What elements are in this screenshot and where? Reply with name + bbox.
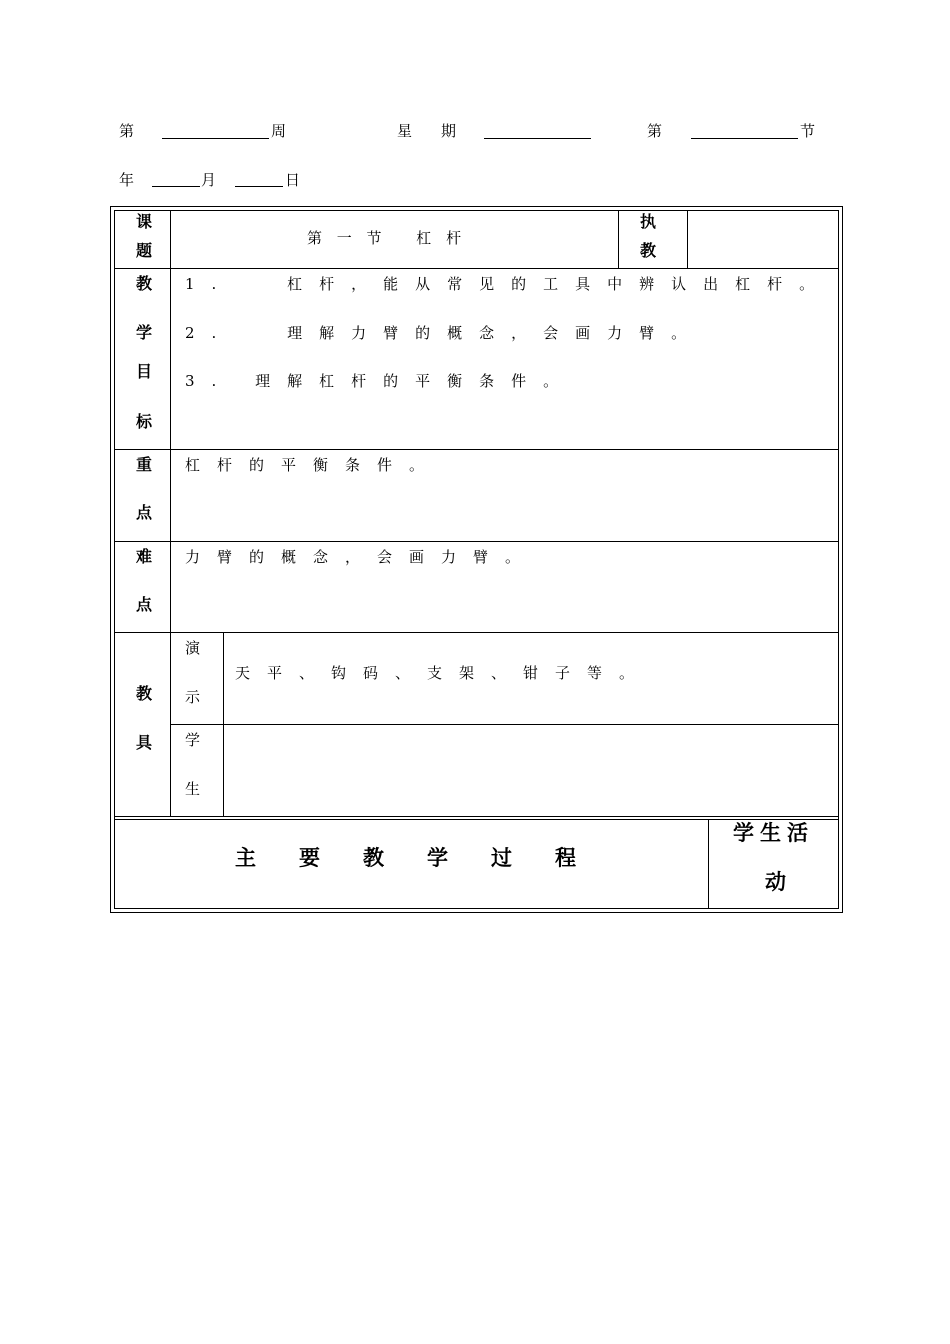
topic-label-2: 题 bbox=[136, 241, 153, 260]
student-label-2: 生 bbox=[185, 780, 201, 798]
activity-label-1: 学生活 bbox=[733, 821, 814, 845]
rule-after-key bbox=[114, 541, 839, 542]
rule-teacher-right bbox=[687, 210, 688, 269]
header-di2: 第 bbox=[647, 122, 663, 140]
key-value: 杠杆的平衡条件。 bbox=[185, 456, 442, 474]
month-blank[interactable] bbox=[152, 186, 200, 187]
week-blank[interactable] bbox=[162, 138, 269, 139]
header-nian: 年 bbox=[119, 171, 135, 189]
activity-label-2: 动 bbox=[765, 870, 786, 894]
key-label-2: 点 bbox=[136, 503, 153, 522]
demo-label-2: 示 bbox=[185, 688, 201, 706]
objective-1: 1. 杠杆，能从常见的工具中辨认出杠杆。 bbox=[185, 275, 832, 293]
rule-after-tools-double bbox=[114, 819, 839, 820]
rule-after-topic bbox=[114, 268, 839, 269]
lesson-plan-table bbox=[110, 206, 843, 913]
objectives-label-1: 教 bbox=[136, 274, 153, 293]
demo-value: 天平、钩码、支架、钳子等。 bbox=[235, 664, 652, 682]
rule-after-objectives bbox=[114, 449, 839, 450]
rule-teacher-left bbox=[618, 210, 619, 269]
topic-label-1: 课 bbox=[136, 212, 153, 231]
header-zhou: 周 bbox=[271, 122, 287, 140]
student-label-1: 学 bbox=[185, 731, 201, 749]
header-qi: 期 bbox=[441, 122, 457, 140]
objectives-label-4: 标 bbox=[136, 412, 153, 431]
tools-label-1: 教 bbox=[136, 684, 153, 703]
rule-tools-mid bbox=[171, 724, 839, 725]
rule-tools-sublabel bbox=[223, 632, 224, 817]
header-ri: 日 bbox=[285, 171, 301, 189]
tools-label-2: 具 bbox=[136, 733, 153, 752]
teacher-label-2: 教 bbox=[640, 241, 657, 260]
difficulty-label-1: 难 bbox=[136, 547, 153, 566]
key-label-1: 重 bbox=[136, 455, 153, 474]
teacher-label-1: 执 bbox=[640, 212, 657, 231]
weekday-blank[interactable] bbox=[484, 138, 591, 139]
objectives-label-3: 目 bbox=[136, 362, 153, 381]
rule-activity-left bbox=[708, 819, 709, 909]
header-jie: 节 bbox=[800, 122, 816, 140]
rule-label-column bbox=[170, 210, 171, 817]
period-blank[interactable] bbox=[691, 138, 798, 139]
difficulty-label-2: 点 bbox=[136, 595, 153, 614]
topic-value: 第 一 节 杠 杆 bbox=[307, 229, 467, 247]
process-label: 主 要 教 学 过 程 bbox=[235, 846, 587, 870]
header-di: 第 bbox=[119, 122, 135, 140]
objective-2: 2. 理解力臂的概念，会画力臂。 bbox=[185, 324, 704, 342]
objectives-label-2: 学 bbox=[136, 323, 153, 342]
demo-label-1: 演 bbox=[185, 639, 201, 657]
objective-3: 3. 理解杠杆的平衡条件。 bbox=[185, 372, 576, 390]
header-yue: 月 bbox=[201, 171, 217, 189]
header-xing: 星 bbox=[397, 122, 413, 140]
difficulty-value: 力臂的概念，会画力臂。 bbox=[185, 548, 538, 566]
day-blank[interactable] bbox=[235, 186, 283, 187]
